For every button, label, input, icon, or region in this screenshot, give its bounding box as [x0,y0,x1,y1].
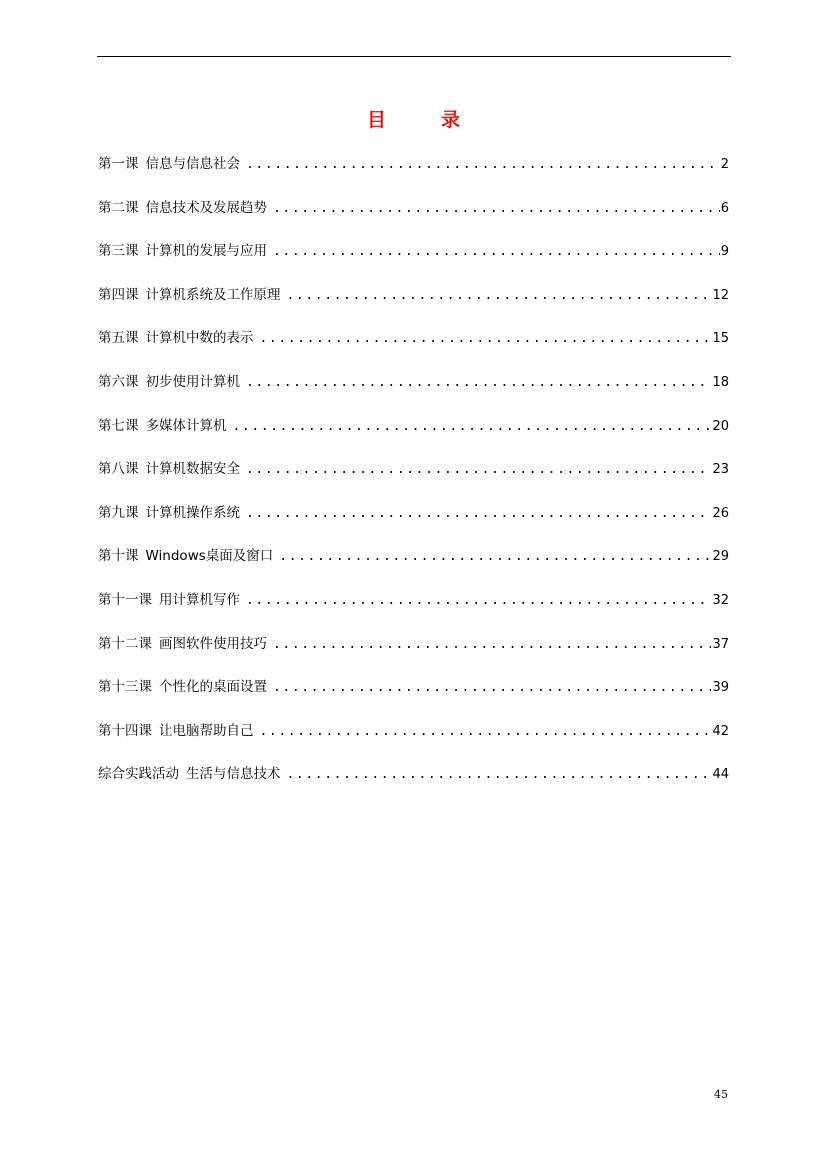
toc-page-number: 44 [712,767,729,783]
toc-entry-label [98,456,246,482]
toc-page-number: 23 [712,462,729,478]
toc-lesson-number: 第六课 [98,373,139,390]
toc-dot-leader [246,501,711,527]
toc-page-number: 42 [712,723,729,739]
header-rule [97,56,731,57]
toc-page-number: 15 [712,331,729,347]
toc-entry[interactable] [98,195,729,239]
toc-entry[interactable] [98,369,729,413]
toc-lesson-title: 多媒体计算机 [145,417,227,434]
toc-entry[interactable] [98,151,729,195]
toc-dot-leader [246,588,711,614]
toc-dot-leader [273,196,720,222]
toc-page-number: 18 [712,374,729,390]
toc-lesson-number: 第九课 [98,504,139,521]
toc-dot-leader [233,414,712,440]
toc-entry-label [98,500,246,526]
toc-entry[interactable] [98,456,729,500]
toc-entry[interactable] [98,500,729,544]
toc-entry[interactable] [98,587,729,631]
toc-lesson-number: 第一课 [98,156,139,172]
toc-title: 目 录 [366,109,478,131]
toc-lesson-title: 个性化的桌面设置 [159,679,267,696]
toc-lesson-title: 生活与信息技术 [186,766,281,783]
toc-page-number: 37 [712,636,729,652]
toc-lesson-number: 第十四课 [98,722,152,739]
toc-lesson-number: 综合实践活动 [98,766,179,783]
toc-entry-label [98,151,246,177]
toc-entry-label [98,195,273,221]
toc-entry-label [98,325,260,351]
toc-entry-label [98,587,246,613]
toc-entry-label [98,761,287,787]
page-number: 45 [714,1088,728,1101]
toc-entry-label [98,282,287,308]
toc-entry-label [98,718,260,744]
toc-page-number: 9 [720,244,729,260]
toc-lesson-title: 初步使用计算机 [145,373,240,390]
toc-entry[interactable] [98,631,729,675]
toc-page-number: 12 [712,287,729,303]
toc-lesson-number: 第三课 [98,243,139,260]
toc-entry-label [98,238,273,264]
toc-page-number: 26 [712,505,729,521]
toc-entry-label [98,631,273,657]
toc-lesson-number: 第十课 [98,548,139,565]
toc-dot-leader [260,326,712,352]
toc-entry[interactable] [98,413,729,457]
toc-lesson-number: 第十二课 [98,635,152,652]
toc-entry[interactable] [98,325,729,369]
toc-entry-label [98,369,246,395]
toc-entry[interactable] [98,543,729,587]
toc-dot-leader [287,762,712,788]
toc-dot-leader [273,632,711,658]
toc-lesson-number: 第八课 [98,461,139,478]
toc-lesson-title: 让电脑帮助自己 [159,722,254,739]
toc-dot-leader [260,719,712,745]
toc-lesson-title: 计算机系统及工作原理 [145,286,281,303]
toc-page-number: 29 [712,549,729,565]
toc-lesson-title: 计算机操作系统 [145,504,240,521]
toc-lesson-number: 第七课 [98,417,139,434]
toc-entry[interactable] [98,674,729,718]
toc-page-number: 2 [720,157,729,172]
table-of-contents [98,151,729,805]
toc-lesson-title: 计算机中数的表示 [145,330,254,347]
toc-page-number: 20 [712,418,729,434]
toc-dot-leader [246,370,711,396]
toc-entry-label [98,674,273,700]
toc-dot-leader [246,152,720,178]
toc-dot-leader [287,283,712,309]
toc-lesson-title: 计算机数据安全 [145,461,240,478]
toc-lesson-title: 计算机的发展与应用 [145,243,267,260]
toc-entry-label [98,413,233,439]
toc-entry[interactable] [98,238,729,282]
toc-lesson-title: 信息技术及发展趋势 [145,199,267,216]
toc-lesson-number: 第十三课 [98,679,152,696]
toc-lesson-number: 第四课 [98,286,139,303]
toc-lesson-title: 用计算机写作 [159,591,240,608]
toc-lesson-title: 画图软件使用技巧 [159,635,267,652]
toc-lesson-title: 信息与信息社会 [145,156,240,172]
toc-lesson-title: Windows桌面及窗口 [145,548,274,565]
toc-dot-leader [246,457,711,483]
toc-lesson-number: 第十一课 [98,591,152,608]
toc-page-number: 39 [712,680,729,696]
toc-dot-leader [273,239,720,265]
toc-entry[interactable] [98,282,729,326]
toc-dot-leader [273,675,711,701]
toc-page-number: 32 [712,592,729,608]
toc-entry[interactable] [98,761,729,805]
toc-page-number: 6 [720,200,729,216]
toc-entry[interactable] [98,718,729,762]
toc-dot-leader [279,544,711,570]
toc-lesson-number: 第五课 [98,330,139,347]
toc-entry-label [98,543,279,569]
toc-lesson-number: 第二课 [98,199,139,216]
